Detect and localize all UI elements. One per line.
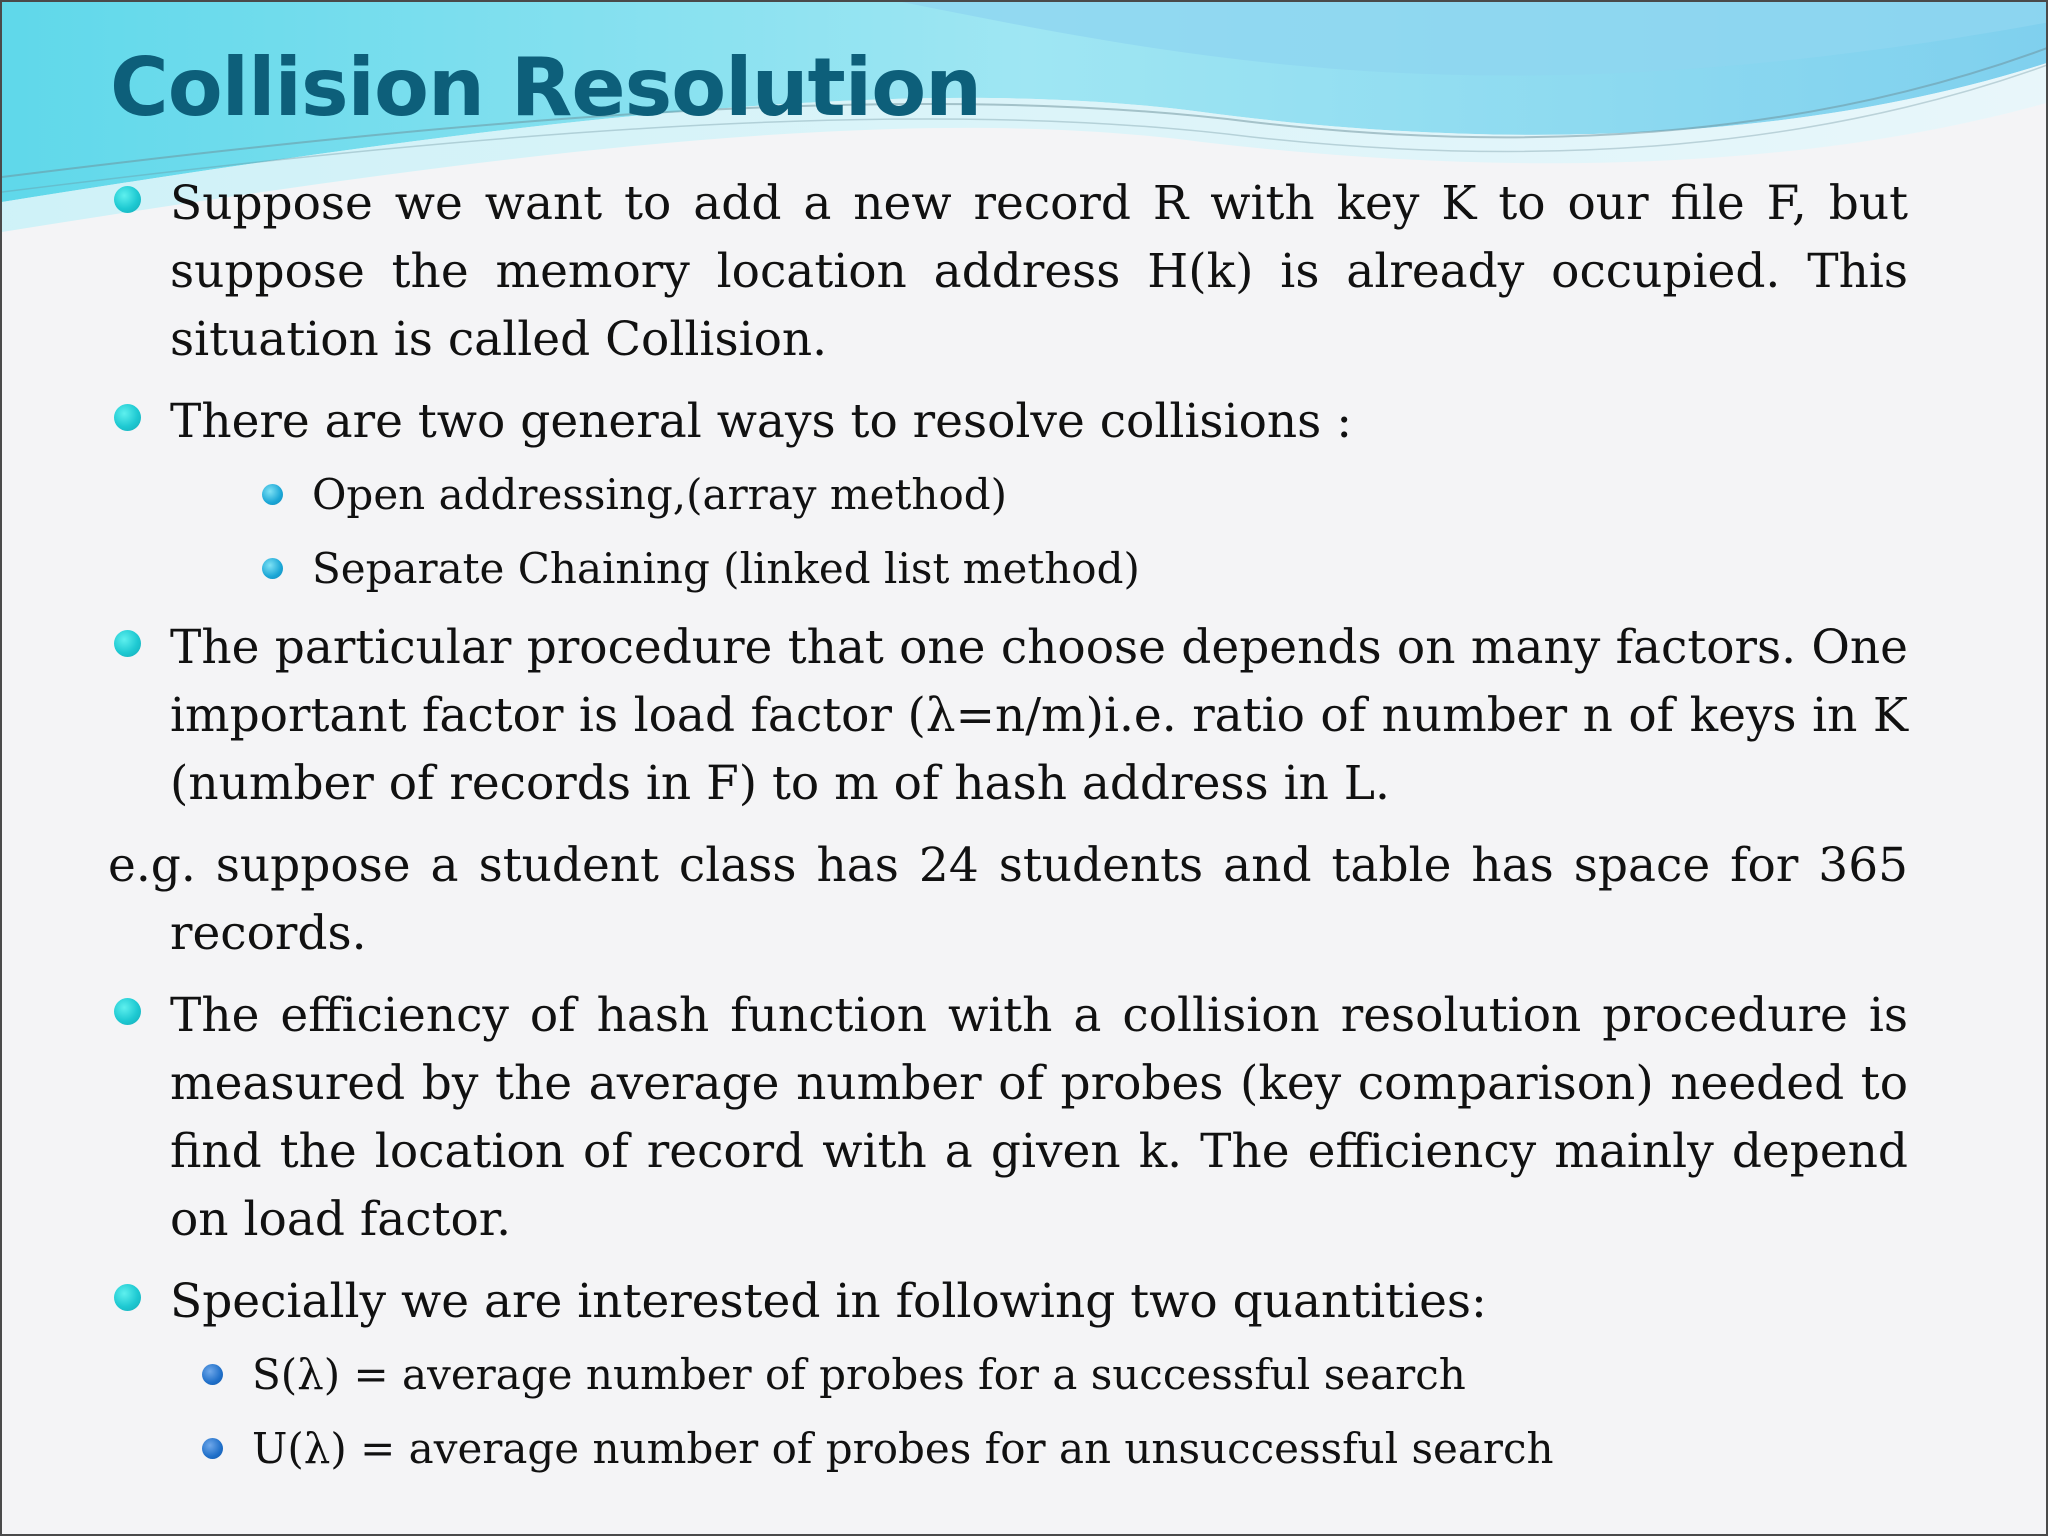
sub-item-successful-search: [108, 1338, 1908, 1412]
sub-item-unsuccessful-search: [108, 1412, 1908, 1486]
bullet-text: Suppose we want to add a new record R with key K to our file F, but suppose the memory location address H(k) is already occupied. This situation is called Collision.: [170, 176, 1908, 367]
bullet-text: There are two general ways to resolve collisions :: [170, 394, 1353, 449]
sub-bullet-dot-icon: [262, 558, 283, 579]
example-text: e.g. suppose a student class has 24 students and table has space for 365 records.: [108, 838, 1908, 961]
bullet-dot-icon: [114, 998, 141, 1025]
bullet-dot-icon: [114, 186, 141, 213]
bullet-text: The efficiency of hash function with a collision resolution procedure is measured by the average number of probes (key comparison) needed to find the location of record with a given k. The efficiency mainly depend on load factor.: [170, 988, 1908, 1247]
bullet-text: Specially we are interested in following two quantities:: [170, 1274, 1487, 1329]
sub-bullet-dot-icon: [202, 1364, 223, 1385]
sub-item-text: U(λ) = average number of probes for an unsuccessful search: [252, 1424, 1554, 1473]
bullet-quantities: [108, 1268, 1908, 1336]
bullet-efficiency: [108, 982, 1908, 1254]
sub-item-text: Separate Chaining (linked list method): [312, 544, 1140, 593]
bullet-text: The particular procedure that one choose depends on many factors. One important factor is load factor (λ=n/m)i.e. ratio of number n of keys in K (number of records in F) to m of hash address in L.: [170, 620, 1908, 811]
bullet-collision-definition: [108, 170, 1908, 374]
sub-item-separate-chaining: [108, 532, 1908, 606]
bullet-dot-icon: [114, 630, 141, 657]
bullet-load-factor: [108, 614, 1908, 818]
bullet-dot-icon: [114, 1284, 141, 1311]
sub-item-text: S(λ) = average number of probes for a successful search: [252, 1350, 1466, 1399]
sub-item-text: Open addressing,(array method): [312, 470, 1008, 519]
sub-bullet-dot-icon: [262, 484, 283, 505]
slide-content: [108, 170, 1908, 1486]
slide-title: Collision Resolution: [110, 41, 982, 134]
bullet-resolution-ways: [108, 388, 1908, 456]
bullet-dot-icon: [114, 404, 141, 431]
sub-item-open-addressing: [108, 458, 1908, 532]
sub-bullet-dot-icon: [202, 1438, 223, 1459]
